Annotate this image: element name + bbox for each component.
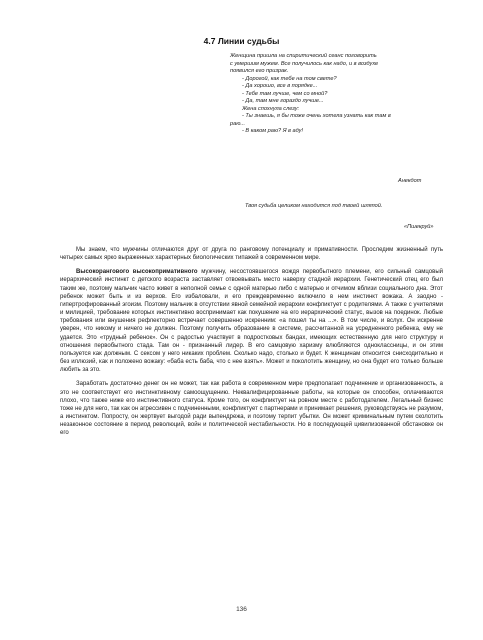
epigraph-anecdote: [230, 53, 438, 136]
epigraph-line: - Ты знаешь, я бы тоже очень хотела узнать как там в: [242, 113, 391, 119]
epigraph-line: - В каком раю? Я в аду!: [242, 128, 304, 134]
epigraph-line: раю...: [230, 120, 246, 127]
quote-attribution: «Пшекруй»: [404, 224, 434, 230]
paragraph: Заработать достаточно денег он не может, так как работа в современном мире предполагает подчинение и организованность, а это не соответствует его инстинктивному самоощущению. Неквалифицированные работы, на которые он способен, оплачиваются плохо, что также ниже его инстинктивного статуса. Кроме того, он конфликтует на ровном месте с работодателем. Легальный бизнес тоже не для него, так как он агрессивен с подчиненными, конфликтует с партнерами и принимает решения, руководствуясь не разумом, а инстинктом. Попросту, он жертвует выгодой ради выпендрежа, и поэтому терпит убытки. Он может криминальным путем сколотить незаконное состояние в период революций, войн и политической нестабильности. Но в последующей цивилизованной обстановке он его: [60, 381, 443, 437]
intro-paragraph: Мы знаем, что мужчины отличаются друг от друга по ранговому потенциалу и примативности. Проследим жизненный путь четырех самых ярко выраженных характерных биологических типажей в современном мире.: [60, 247, 443, 262]
chapter-title: 4.7 Линии судьбы: [203, 36, 280, 46]
paragraph: [60, 268, 443, 374]
body-text: [60, 246, 443, 443]
epigraph-attribution: Анекдот: [398, 178, 422, 184]
epigraph-line: появился его призрак.: [230, 68, 289, 74]
paragraph-text: мужчину, несостоявшегося вождя первобытного племени, его сильный самцовый иерархический инстинкт с детского возраста заставляет отвоевывать место наверху стадной иерархии. Генетический отец его был таким же, поэтому мальчик часто живет в неполной семье с одной матерью либо с матерью и отчимом вблизи социального дна. Этот ребенок может быть и из верхов. Его избаловали, и его преждевременно включило в нем инстинкт вожака. А заодно - гипертрофированный эгоизм. Поэтому мальчик в отсутствии явной семейной иерархии конфликтует с родителями. А также с учителями и милицией, требование которых инстинктивно воспринимает как покушение на его иерархический статус, вызов на поединок. Любые требования или внушения рефлекторно встречает совершенно искренним: «а пошел ты на ...». В том числе, и вслух. Он искренне уверен, что никому и ничего не должен. Поэтому получить образование в системе, рассчитанной на усредненного ребенка, ему не удается. Это «трудный ребенок». Он с радостью участвует в подростковых бандах, имеющих естественную для него структуру и отношения первобытного стада. Там он - признанный лидер. В его самцовую харизму влюбляются одноклассницы, и он этим пользуется как должным. С сексом у него никаких проблем. Сколько надо, столько и будет. К женщинам относится снисходительно и без иллюзий, как и положено вожаку: «баба есть баба, что с нее взять». Может и поколотить женщину, но она будет его только больше любить за это.: [60, 269, 443, 374]
epigraph-line: - Дорогой, как тебе на том свете?: [242, 75, 337, 82]
quote-text: Твоя судьба целиком находится под твоей шляпой.: [245, 203, 383, 209]
bold-term: Высокорангового высокопримативного: [76, 269, 198, 276]
epigraph-line: - Да, там мне гораздо лучше...: [242, 98, 324, 104]
epigraph-line: Жена спохнула слезу:: [242, 105, 300, 112]
page-number: 136: [236, 606, 247, 613]
epigraph-line: с умершим мужем. Все получилось как надо, и в воздухе: [230, 60, 379, 67]
epigraph-line: Женщина пришла на спиритический сеанс поговорить: [230, 53, 377, 59]
epigraph-line: - Тебе там лучше, чем со мной?: [242, 90, 328, 97]
epigraph-line: - Да хорошо, все в порядке...: [242, 83, 318, 89]
